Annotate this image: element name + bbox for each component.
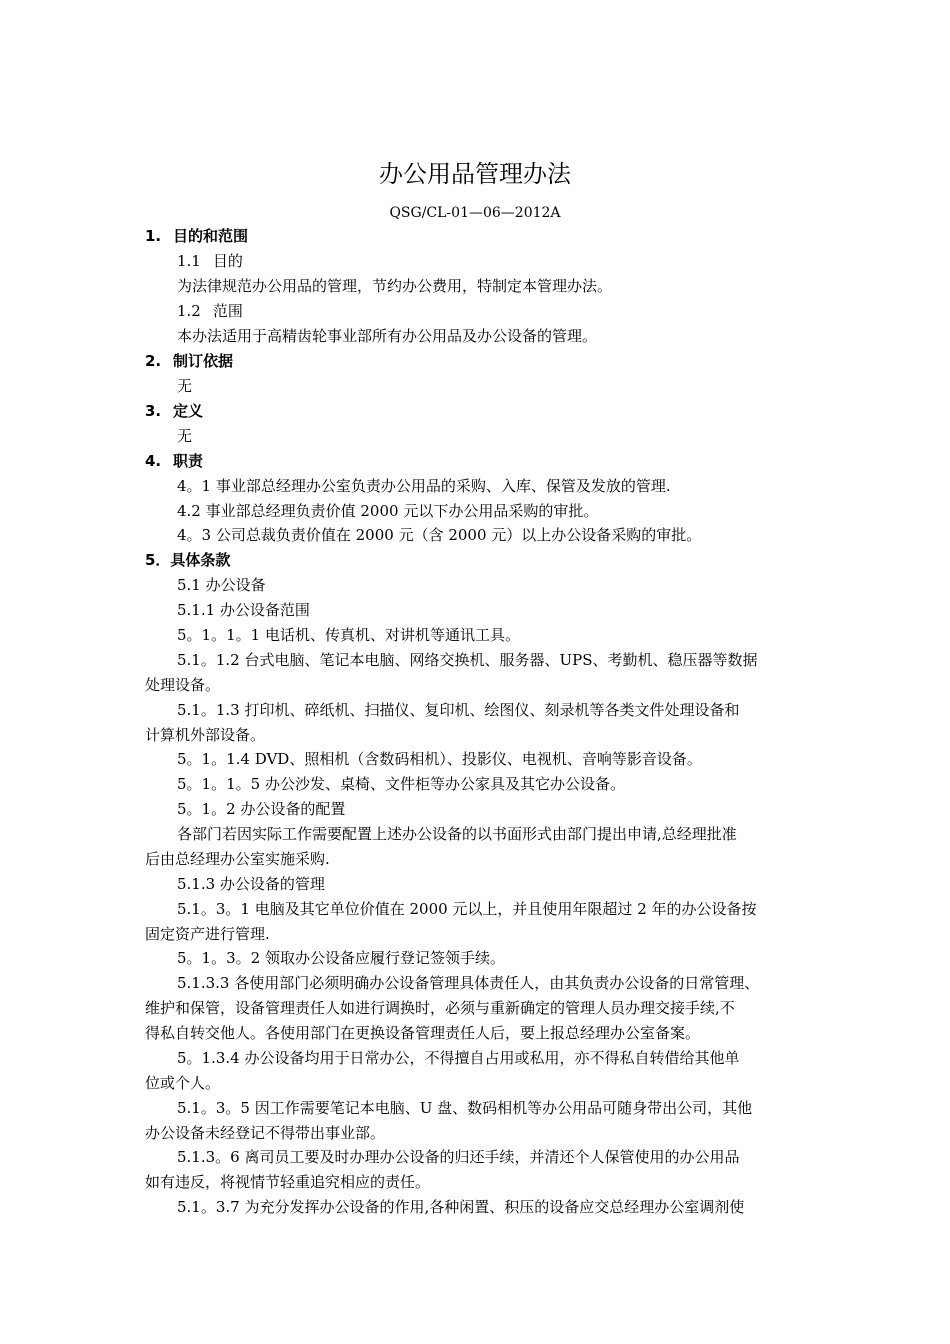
section-3-heading xyxy=(145,400,203,422)
paragraph-5-1-1-3: 5.1。1.3 打印机、碎纸机、扫描仪、复印机、绘图仪、刻录机等各类文件处理设备和 xyxy=(177,701,740,719)
paragraph-5-1-1-3-cont: 计算机外部设备。 xyxy=(145,726,266,744)
paragraph-5-1-1-2-cont: 处理设备。 xyxy=(145,676,221,694)
paragraph-5-1: 5.1 办公设备 xyxy=(177,576,266,594)
paragraph-5-1-1-5: 5。1。1。5 办公沙发、桌椅、文件柜等办公家具及其它办公设备。 xyxy=(177,775,625,793)
subsection-1-1-title: 目的 xyxy=(212,252,243,270)
section-3-text: 无 xyxy=(177,427,193,445)
subsection-1-1-text: 为法律规范办公用品的管理，节约办公费用，特制定本管理办法。 xyxy=(177,277,613,295)
document-title: 办公用品管理办法 xyxy=(379,160,571,188)
paragraph-5-1-3-1-cont: 固定资产进行管理. xyxy=(145,925,270,943)
section-4-title: 职责 xyxy=(173,452,204,470)
section-1-number: 1. xyxy=(145,227,162,245)
paragraph-5-1-1-4: 5。1。1.4 DVD、照相机（含数码相机）、投影仪、电视机、音响等影音设备。 xyxy=(177,750,702,768)
paragraph-5-1-1: 5.1.1 办公设备范围 xyxy=(177,601,310,619)
paragraph-4-3: 4。3 公司总裁负责价值在 2000 元（含 2000 元）以上办公设备采购的审批。 xyxy=(177,526,702,544)
section-2-number: 2. xyxy=(145,352,162,370)
paragraph-5-1-3: 5.1.3 办公设备的管理 xyxy=(177,875,325,893)
paragraph-5-1-1-1: 5。1。1。1 电话机、传真机、对讲机等通讯工具。 xyxy=(177,626,520,644)
section-4-number: 4. xyxy=(145,452,162,470)
paragraph-5-1-2: 5。1。2 办公设备的配置 xyxy=(177,800,346,818)
subsection-1-2-title: 范围 xyxy=(212,302,243,320)
subsection-1-2-heading xyxy=(177,300,243,322)
paragraph-4-1: 4。1 事业部总经理办公室负责办公用品的采购、入库、保管及发放的管理. xyxy=(177,477,671,495)
paragraph-5-1-3-4-cont: 位或个人。 xyxy=(145,1074,221,1092)
paragraph-5-1-3-6-cont: 如有违反，将视情节轻重追究相应的责任。 xyxy=(145,1173,431,1191)
paragraph-5-1-3-5-cont: 办公设备未经登记不得带出事业部。 xyxy=(145,1124,386,1142)
section-2-text: 无 xyxy=(177,377,193,395)
paragraph-4-2: 4.2 事业部总经理负责价值 2000 元以下办公用品采购的审批。 xyxy=(177,502,599,520)
paragraph-5-1-1-2: 5.1。1.2 台式电脑、笔记本电脑、网络交换机、服务器、UPS、考勤机、稳压器等数据 xyxy=(177,651,758,669)
subsection-1-1-number: 1.1 xyxy=(177,252,201,270)
paragraph-5-1-3-4: 5。1.3.4 办公设备均用于日常办公，不得擅自占用或私用，亦不得私自转借给其他单 xyxy=(177,1049,740,1067)
section-3-title: 定义 xyxy=(173,402,204,420)
paragraph-5-1-3-5: 5.1。3。5 因工作需要笔记本电脑、U 盘、数码相机等办公用品可随身带出公司，其他 xyxy=(177,1099,753,1117)
paragraph-5-1-2-text-cont: 后由总经理办公室实施采购. xyxy=(145,850,330,868)
document-number: QSG/CL-01—06—2012A xyxy=(389,205,561,221)
paragraph-5-1-3-7: 5.1。3.7 为充分发挥办公设备的作用,各种闲置、积压的设备应交总经理办公室调剂使 xyxy=(177,1198,745,1216)
subsection-1-2-text: 本办法适用于高精齿轮事业部所有办公用品及办公设备的管理。 xyxy=(177,327,598,345)
paragraph-5-1-3-3: 5.1.3.3 各使用部门必须明确办公设备管理具体责任人，由其负责办公设备的日常管理、 xyxy=(177,974,760,992)
subsection-1-2-number: 1.2 xyxy=(177,302,201,320)
paragraph-5-1-3-2: 5。1。3。2 领取办公设备应履行登记签领手续。 xyxy=(177,949,505,967)
section-4-heading xyxy=(145,450,203,472)
section-2-title: 制订依据 xyxy=(173,352,234,370)
section-1-title: 目的和范围 xyxy=(173,227,249,245)
section-2-heading xyxy=(145,350,233,372)
paragraph-5-1-3-6: 5.1.3。6 离司员工要及时办理办公设备的归还手续，并清还个人保管使用的办公用品 xyxy=(177,1148,740,1166)
subsection-1-1-heading xyxy=(177,250,243,272)
paragraph-5-1-3-3-cont-1: 维护和保管，设备管理责任人如进行调换时，必须与重新确定的管理人员办理交接手续,不 xyxy=(145,999,735,1017)
section-5-heading: 5．具体条款 xyxy=(145,551,231,569)
paragraph-5-1-3-1: 5.1。3。1 电脑及其它单位价值在 2000 元以上，并且使用年限超过 2 年的办公设备按 xyxy=(177,900,757,918)
paragraph-5-1-2-text: 各部门若因实际工作需要配置上述办公设备的以书面形式由部门提出申请,总经理批准 xyxy=(177,825,737,843)
section-1-heading xyxy=(145,225,248,247)
paragraph-5-1-3-3-cont-2: 得私自转交他人。各使用部门在更换设备管理责任人后，要上报总经理办公室备案。 xyxy=(145,1024,701,1042)
section-3-number: 3. xyxy=(145,402,162,420)
